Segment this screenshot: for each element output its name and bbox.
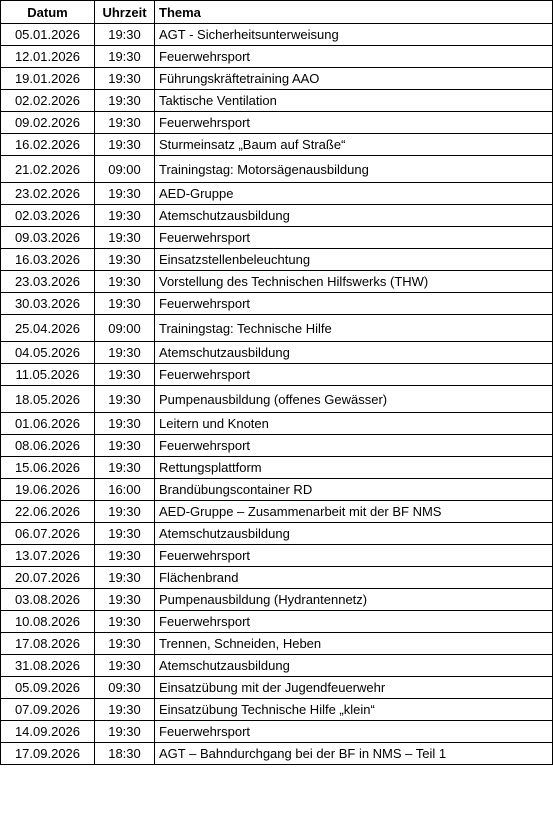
cell-topic: Pumpenausbildung (offenes Gewässer)	[155, 386, 553, 413]
table-row	[1, 435, 553, 457]
cell-topic: Feuerwehrsport	[155, 112, 553, 134]
table-row	[1, 315, 553, 342]
table-row	[1, 633, 553, 655]
cell-time: 19:30	[95, 112, 155, 134]
cell-topic: Sturmeinsatz „Baum auf Straße“	[155, 134, 553, 156]
table-row	[1, 721, 553, 743]
table-row	[1, 271, 553, 293]
table-row	[1, 68, 553, 90]
cell-date: 04.05.2026	[1, 342, 95, 364]
cell-time: 19:30	[95, 567, 155, 589]
cell-time: 19:30	[95, 24, 155, 46]
table-row	[1, 46, 553, 68]
cell-time: 19:30	[95, 633, 155, 655]
table-row	[1, 479, 553, 501]
cell-time: 19:30	[95, 699, 155, 721]
cell-date: 22.06.2026	[1, 501, 95, 523]
header-date: Datum	[1, 1, 95, 24]
cell-time: 19:30	[95, 523, 155, 545]
cell-date: 23.02.2026	[1, 183, 95, 205]
cell-date: 31.08.2026	[1, 655, 95, 677]
cell-date: 06.07.2026	[1, 523, 95, 545]
cell-date: 02.02.2026	[1, 90, 95, 112]
table-row	[1, 293, 553, 315]
cell-date: 20.07.2026	[1, 567, 95, 589]
table-row	[1, 227, 553, 249]
cell-date: 17.08.2026	[1, 633, 95, 655]
cell-topic: Feuerwehrsport	[155, 545, 553, 567]
cell-time: 09:00	[95, 156, 155, 183]
cell-topic: Taktische Ventilation	[155, 90, 553, 112]
cell-topic: AED-Gruppe	[155, 183, 553, 205]
cell-time: 19:30	[95, 90, 155, 112]
table-row	[1, 501, 553, 523]
table-row	[1, 134, 553, 156]
table-row	[1, 183, 553, 205]
cell-date: 19.06.2026	[1, 479, 95, 501]
cell-topic: Feuerwehrsport	[155, 435, 553, 457]
table-row	[1, 655, 553, 677]
cell-date: 02.03.2026	[1, 205, 95, 227]
cell-time: 19:30	[95, 545, 155, 567]
cell-time: 19:30	[95, 134, 155, 156]
cell-date: 25.04.2026	[1, 315, 95, 342]
cell-date: 12.01.2026	[1, 46, 95, 68]
table-row	[1, 589, 553, 611]
cell-date: 30.03.2026	[1, 293, 95, 315]
cell-time: 19:30	[95, 655, 155, 677]
table-row	[1, 567, 553, 589]
cell-date: 03.08.2026	[1, 589, 95, 611]
cell-topic: Brandübungscontainer RD	[155, 479, 553, 501]
cell-time: 19:30	[95, 227, 155, 249]
cell-time: 19:30	[95, 435, 155, 457]
cell-date: 16.03.2026	[1, 249, 95, 271]
cell-date: 18.05.2026	[1, 386, 95, 413]
cell-date: 07.09.2026	[1, 699, 95, 721]
cell-date: 19.01.2026	[1, 68, 95, 90]
cell-topic: Feuerwehrsport	[155, 227, 553, 249]
cell-topic: Einsatzstellenbeleuchtung	[155, 249, 553, 271]
table-row	[1, 90, 553, 112]
cell-time: 16:00	[95, 479, 155, 501]
header-topic: Thema	[155, 1, 553, 24]
table-row	[1, 413, 553, 435]
schedule-body	[1, 24, 553, 765]
table-row	[1, 205, 553, 227]
cell-time: 19:30	[95, 205, 155, 227]
cell-topic: Atemschutzausbildung	[155, 523, 553, 545]
cell-time: 19:30	[95, 249, 155, 271]
cell-date: 17.09.2026	[1, 743, 95, 765]
cell-date: 13.07.2026	[1, 545, 95, 567]
cell-topic: Einsatzübung Technische Hilfe „klein“	[155, 699, 553, 721]
cell-topic: Feuerwehrsport	[155, 293, 553, 315]
cell-topic: Flächenbrand	[155, 567, 553, 589]
table-row	[1, 112, 553, 134]
cell-date: 09.02.2026	[1, 112, 95, 134]
table-row	[1, 386, 553, 413]
cell-date: 10.08.2026	[1, 611, 95, 633]
cell-topic: Vorstellung des Technischen Hilfswerks (THW)	[155, 271, 553, 293]
cell-date: 05.01.2026	[1, 24, 95, 46]
cell-topic: AGT - Sicherheitsunterweisung	[155, 24, 553, 46]
cell-topic: Trainingstag: Motorsägenausbildung	[155, 156, 553, 183]
cell-date: 05.09.2026	[1, 677, 95, 699]
table-row	[1, 699, 553, 721]
cell-time: 19:30	[95, 501, 155, 523]
table-row	[1, 364, 553, 386]
cell-date: 01.06.2026	[1, 413, 95, 435]
cell-time: 19:30	[95, 457, 155, 479]
table-row	[1, 342, 553, 364]
cell-topic: Leitern und Knoten	[155, 413, 553, 435]
cell-topic: Feuerwehrsport	[155, 611, 553, 633]
cell-time: 19:30	[95, 413, 155, 435]
cell-time: 19:30	[95, 342, 155, 364]
table-row	[1, 611, 553, 633]
table-row	[1, 249, 553, 271]
cell-time: 18:30	[95, 743, 155, 765]
cell-time: 19:30	[95, 183, 155, 205]
cell-time: 19:30	[95, 46, 155, 68]
cell-topic: Feuerwehrsport	[155, 364, 553, 386]
header-row	[1, 1, 553, 24]
cell-date: 14.09.2026	[1, 721, 95, 743]
cell-topic: Trainingstag: Technische Hilfe	[155, 315, 553, 342]
table-row	[1, 545, 553, 567]
cell-date: 21.02.2026	[1, 156, 95, 183]
header-time: Uhrzeit	[95, 1, 155, 24]
cell-date: 15.06.2026	[1, 457, 95, 479]
cell-time: 19:30	[95, 721, 155, 743]
cell-time: 09:00	[95, 315, 155, 342]
cell-time: 19:30	[95, 611, 155, 633]
cell-time: 09:30	[95, 677, 155, 699]
cell-topic: Rettungsplattform	[155, 457, 553, 479]
cell-topic: Feuerwehrsport	[155, 46, 553, 68]
cell-topic: Atemschutzausbildung	[155, 342, 553, 364]
cell-time: 19:30	[95, 386, 155, 413]
cell-topic: Führungskräftetraining AAO	[155, 68, 553, 90]
cell-time: 19:30	[95, 271, 155, 293]
cell-topic: AED-Gruppe – Zusammenarbeit mit der BF NMS	[155, 501, 553, 523]
cell-topic: Atemschutzausbildung	[155, 205, 553, 227]
cell-date: 11.05.2026	[1, 364, 95, 386]
cell-topic: Pumpenausbildung (Hydrantennetz)	[155, 589, 553, 611]
cell-topic: Trennen, Schneiden, Heben	[155, 633, 553, 655]
table-row	[1, 677, 553, 699]
cell-date: 23.03.2026	[1, 271, 95, 293]
table-row	[1, 523, 553, 545]
table-row	[1, 156, 553, 183]
cell-date: 09.03.2026	[1, 227, 95, 249]
cell-topic: Einsatzübung mit der Jugendfeuerwehr	[155, 677, 553, 699]
table-row	[1, 743, 553, 765]
cell-topic: Atemschutzausbildung	[155, 655, 553, 677]
cell-topic: Feuerwehrsport	[155, 721, 553, 743]
cell-time: 19:30	[95, 68, 155, 90]
cell-date: 16.02.2026	[1, 134, 95, 156]
cell-time: 19:30	[95, 293, 155, 315]
table-row	[1, 24, 553, 46]
cell-time: 19:30	[95, 589, 155, 611]
cell-time: 19:30	[95, 364, 155, 386]
cell-date: 08.06.2026	[1, 435, 95, 457]
cell-topic: AGT – Bahndurchgang bei der BF in NMS – Teil 1	[155, 743, 553, 765]
table-row	[1, 457, 553, 479]
